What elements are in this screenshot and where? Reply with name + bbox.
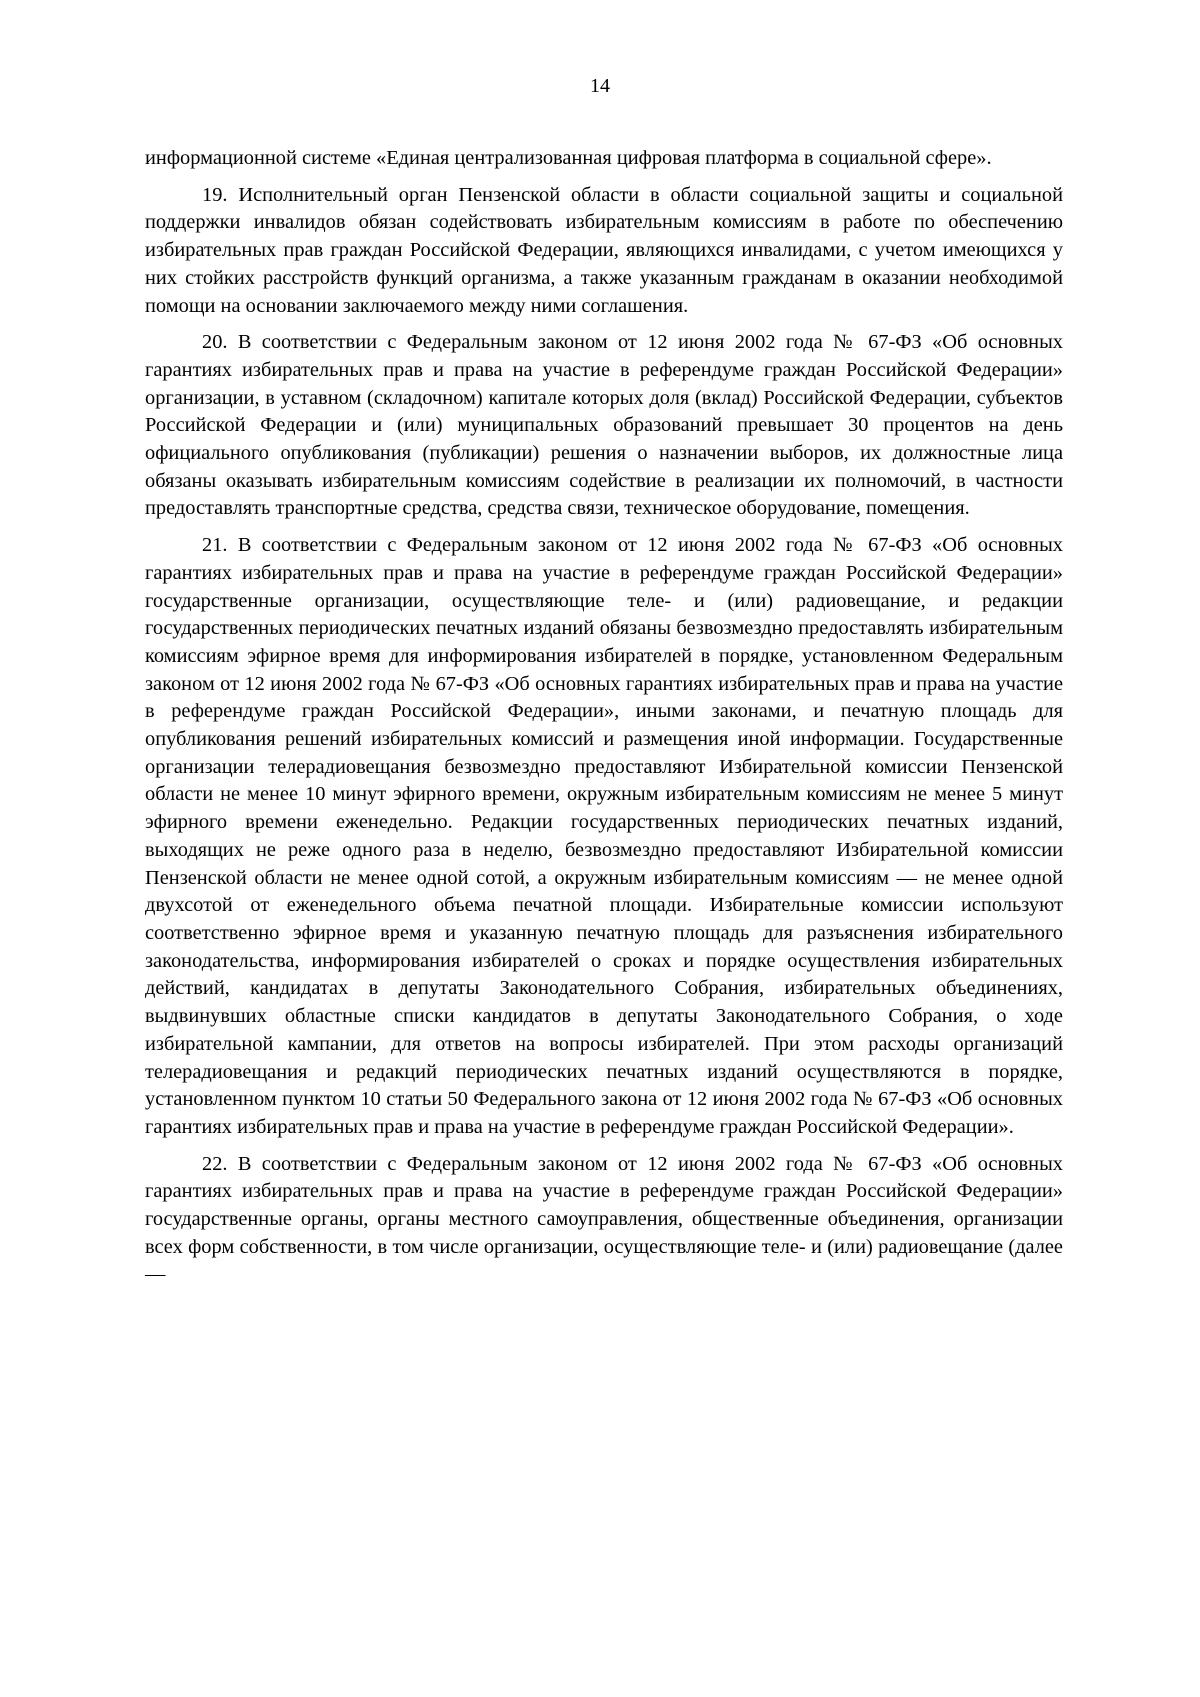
paragraph-21: 21. В соответствии с Федеральным законом от 12 июня 2002 года № 67-ФЗ «Об основных гарантиях избирательных прав и права на участие в референдуме граждан Российской Федерации» государственные организации, осуществляющие теле- и (или) радиовещание, и редакции государственных периодических печатных изданий обязаны безвозмездно предоставлять избирательным комиссиям эфирное время для информирования избирателей в порядке, установленном Федеральным законом от 12 июня 2002 года № 67-ФЗ «Об основных гарантиях избирательных прав и права на участие в референдуме граждан Российской Федерации», иными законами, и печатную площадь для опубликования решений избирательных комиссий и размещения иной информации. Государственные организации телерадиовещания безвозмездно предоставляют Избирательной комиссии Пензенской области не менее 10 минут эфирного времени, окружным избирательным комиссиям не менее 5 минут эфирного времени еженедельно. Редакции государственных периодических печатных изданий, выходящих не реже одного раза в неделю, безвозмездно предоставляют Избирательной комиссии Пензенской области не менее одной сотой, а окружным избирательным комиссиям — не менее одной двухсотой от еженедельного объема печатной площади. Избирательные комиссии используют соответственно эфирное время и указанную печатную площадь для разъяснения избирательного законодательства, информирования избирателей о сроках и порядке осуществления избирательных действий, кандидатах в депутаты Законодательного Собрания, избирательных объединениях, выдвинувших областные списки кандидатов в депутаты Законодательного Собрания, о ходе избирательной кампании, для ответов на вопросы избирателей. При этом расходы организаций телерадиовещания и редакций периодических печатных изданий осуществляются в порядке, установленном пунктом 10 статьи 50 Федерального закона от 12 июня 2002 года № 67-ФЗ «Об основных гарантиях избирательных прав и права на участие в референдуме граждан Российской Федерации».: [145, 534, 1063, 1138]
page-number: 14: [590, 75, 610, 97]
document-body: [145, 145, 1063, 1298]
paragraph-22: 22. В соответствии с Федеральным законом от 12 июня 2002 года № 67-ФЗ «Об основных гарантиях избирательных прав и права на участие в референдуме граждан Российской Федерации» государственные органы, органы местного самоуправления, общественные объединения, организации всех форм собственности, в том числе организации, осуществляющие теле- и (или) радиовещание (далее —: [145, 1152, 1063, 1286]
paragraph-19: 19. Исполнительный орган Пензенской области в области социальной защиты и социальной поддержки инвалидов обязан содействовать избирательным комиссиям в работе по обеспечению избирательных прав граждан Российской Федерации, являющихся инвалидами, с учетом имеющихся у них стойких расстройств функций организма, а также указанным гражданам в оказании необходимой помощи на основании заключаемого между ними соглашения.: [145, 183, 1063, 317]
paragraph-continuation: информационной системе «Единая централизованная цифровая платформа в социальной сфере».: [145, 147, 992, 169]
paragraph-20: 20. В соответствии с Федеральным законом от 12 июня 2002 года № 67-ФЗ «Об основных гарантиях избирательных прав и права на участие в референдуме граждан Российской Федерации» организации, в уставном (складочном) капитале которых доля (вклад) Российской Федерации, субъектов Российской Федерации и (или) муниципальных образований превышает 30 процентов на день официального опубликования (публикации) решения о назначении выборов, их должностные лица обязаны оказывать избирательным комиссиям содействие в реализации их полномочий, в частности предоставлять транспортные средства, средства связи, техническое оборудование, помещения.: [145, 331, 1063, 520]
